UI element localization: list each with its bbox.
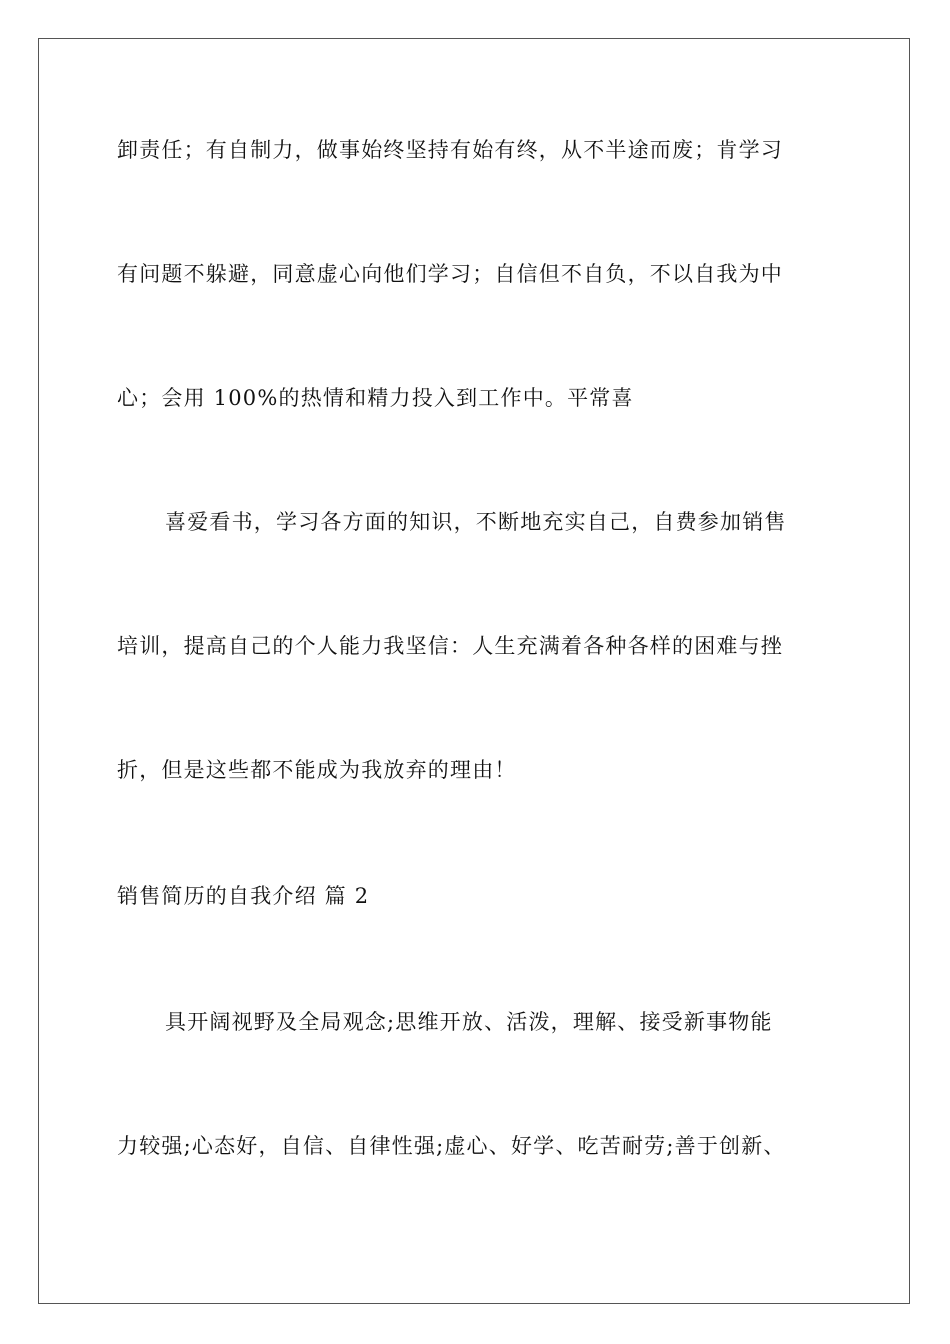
paragraph-line: 有问题不躲避，同意虚心向他们学习；自信但不自负，不以自我为中	[117, 262, 783, 286]
paragraph-line: 喜爱看书，学习各方面的知识，不断地充实自己，自费参加销售	[165, 510, 787, 534]
section-heading: 销售简历的自我介绍 篇 2	[117, 884, 370, 908]
page-frame	[38, 38, 910, 1304]
paragraph-line: 培训，提高自己的个人能力我坚信：人生充满着各种各样的困难与挫	[117, 634, 783, 658]
paragraph-line: 具开阔视野及全局观念;思维开放、活泼，理解、接受新事物能	[165, 1010, 773, 1034]
paragraph-line: 卸责任；有自制力，做事始终坚持有始有终，从不半途而废；肯学习	[117, 138, 783, 162]
paragraph-line: 折，但是这些都不能成为我放弃的理由！	[117, 758, 517, 782]
paragraph-line: 力较强;心态好，自信、自律性强;虚心、好学、吃苦耐劳;善于创新、	[117, 1134, 786, 1158]
paragraph-line: 心；会用 100%的热情和精力投入到工作中。平常喜	[117, 386, 634, 410]
